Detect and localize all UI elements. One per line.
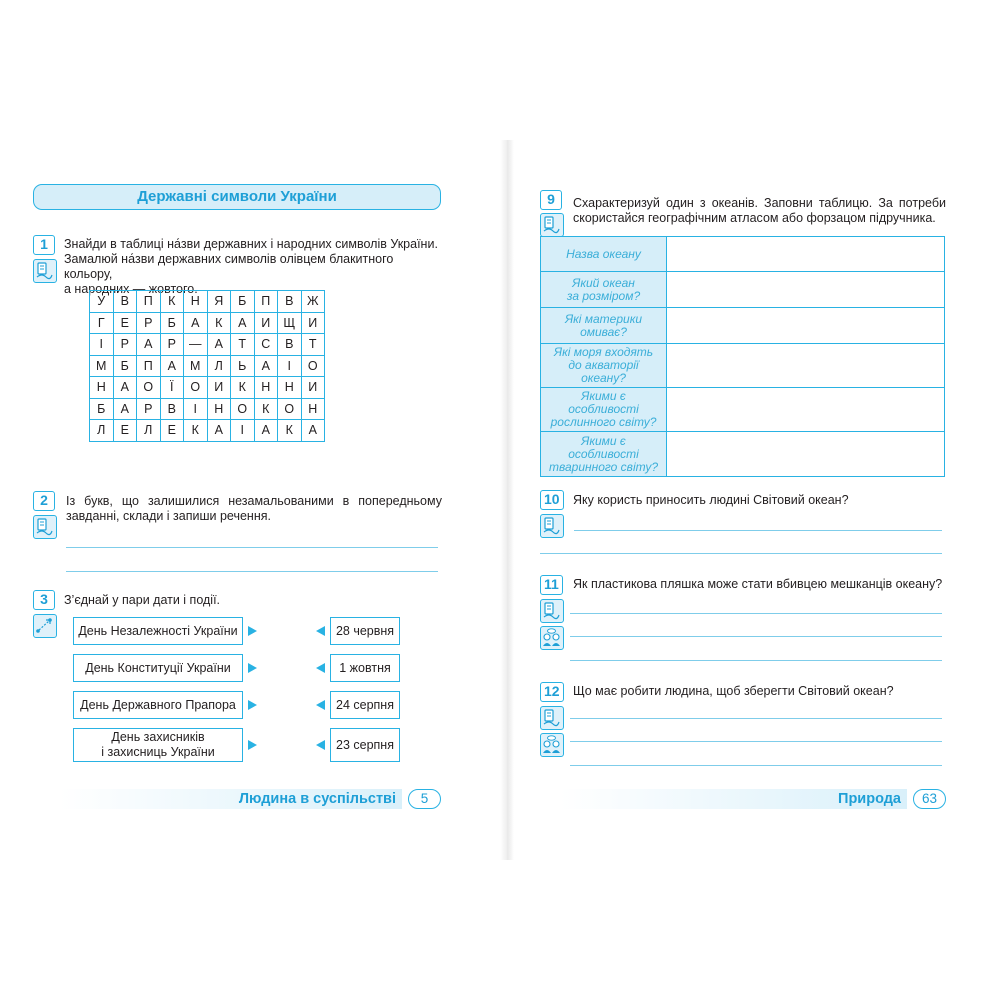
date-box[interactable]: 28 червня bbox=[330, 617, 400, 645]
children-discussion-icon bbox=[540, 733, 564, 757]
grid-row bbox=[90, 312, 325, 334]
grid-letter-cell[interactable]: А bbox=[301, 420, 325, 442]
arrow-right-icon bbox=[248, 740, 257, 750]
writing-line[interactable] bbox=[570, 741, 942, 742]
task-number-1: 1 bbox=[33, 235, 55, 255]
task-number-12: 12 bbox=[540, 682, 564, 702]
date-box[interactable]: 1 жовтня bbox=[330, 654, 400, 682]
task1-text: Знайди в таблиці на́зви державних і народних символів України. Замалюй на́зви державних символів олівцем блакитного кольору, а народних — жовтого. bbox=[64, 237, 438, 296]
notebook-pencil-icon bbox=[540, 706, 564, 730]
notebook-pencil-icon bbox=[540, 599, 564, 623]
writing-line[interactable] bbox=[574, 530, 942, 531]
table-question: Назва океану bbox=[541, 237, 667, 272]
grid-letter-cell[interactable]: А bbox=[254, 355, 278, 377]
task10-text: Яку користь приносить людині Світовий океан? bbox=[573, 493, 849, 507]
children-discussion-icon bbox=[540, 626, 564, 650]
grid-letter-cell[interactable]: П bbox=[137, 291, 161, 313]
table-question: Якими є особливості рослинного світу? bbox=[541, 388, 667, 432]
notebook-pencil-icon bbox=[540, 213, 564, 237]
ocean-table bbox=[540, 236, 945, 477]
grid-letter-cell[interactable]: С bbox=[254, 334, 278, 356]
book-spine bbox=[500, 140, 514, 860]
grid-letter-cell[interactable]: І bbox=[90, 334, 114, 356]
event-box[interactable]: День захисників і захисниць України bbox=[73, 728, 243, 762]
grid-letter-cell[interactable]: Б bbox=[231, 291, 255, 313]
grid-letter-cell[interactable]: Н bbox=[254, 377, 278, 399]
table-question: Який океан за розміром? bbox=[541, 272, 667, 308]
grid-letter-cell[interactable]: И bbox=[301, 312, 325, 334]
event-box[interactable]: День Конституції України bbox=[73, 654, 243, 682]
grid-letter-cell[interactable]: Е bbox=[160, 420, 184, 442]
task3-text: З’єднай у пари дати і події. bbox=[64, 593, 221, 607]
grid-row bbox=[90, 355, 325, 377]
notebook-pencil-icon bbox=[540, 514, 564, 538]
arrow-right-icon bbox=[248, 663, 257, 673]
grid-letter-cell[interactable]: О bbox=[231, 398, 255, 420]
grid-letter-cell[interactable]: Н bbox=[301, 398, 325, 420]
arrow-left-icon bbox=[316, 663, 325, 673]
writing-line[interactable] bbox=[66, 547, 438, 548]
grid-row bbox=[90, 334, 325, 356]
grid-letter-cell[interactable]: А bbox=[231, 312, 255, 334]
arrow-left-icon bbox=[316, 626, 325, 636]
section-footer: Людина в суспільстві bbox=[60, 789, 402, 809]
grid-row bbox=[90, 377, 325, 399]
grid-letter-cell[interactable]: А bbox=[160, 355, 184, 377]
task9-text: Схарактеризуй один з океанів. Заповни таблицю. За потреби скористайся географічним атласом або форзацом підручника. bbox=[573, 196, 946, 225]
grid-letter-cell[interactable]: О bbox=[278, 398, 302, 420]
grid-letter-cell[interactable]: Е bbox=[113, 312, 137, 334]
grid-letter-cell[interactable]: О bbox=[137, 377, 161, 399]
grid-letter-cell[interactable]: Ї bbox=[160, 377, 184, 399]
grid-letter-cell[interactable]: Н bbox=[278, 377, 302, 399]
writing-line[interactable] bbox=[570, 765, 942, 766]
arrow-right-icon bbox=[248, 626, 257, 636]
grid-letter-cell[interactable]: Т bbox=[301, 334, 325, 356]
answer-cell[interactable] bbox=[667, 344, 945, 388]
grid-letter-cell[interactable]: А bbox=[184, 312, 208, 334]
task-number-3: 3 bbox=[33, 590, 55, 610]
grid-letter-cell[interactable]: Л bbox=[137, 420, 161, 442]
notebook-pencil-icon bbox=[33, 515, 57, 539]
grid-letter-cell[interactable]: Б bbox=[113, 355, 137, 377]
grid-letter-cell[interactable]: Р bbox=[113, 334, 137, 356]
grid-letter-cell[interactable]: П bbox=[137, 355, 161, 377]
writing-line[interactable] bbox=[570, 613, 942, 614]
date-box[interactable]: 24 серпня bbox=[330, 691, 400, 719]
grid-letter-cell[interactable]: Б bbox=[160, 312, 184, 334]
grid-letter-cell[interactable]: П bbox=[254, 291, 278, 313]
grid-letter-cell[interactable]: А bbox=[113, 398, 137, 420]
grid-letter-cell[interactable]: Ж bbox=[301, 291, 325, 313]
grid-letter-cell[interactable]: Г bbox=[90, 312, 114, 334]
task2-text: Із букв, що залишилися незамальованими в попередньому завданні, склади і запиши речення. bbox=[66, 494, 442, 523]
section-footer: Природа bbox=[560, 789, 907, 809]
grid-letter-cell[interactable]: Е bbox=[113, 420, 137, 442]
task-number-11: 11 bbox=[540, 575, 563, 595]
task12-text: Що має робити людина, щоб зберегти Світовий океан? bbox=[573, 684, 894, 698]
grid-letter-cell[interactable]: — bbox=[184, 334, 208, 356]
letter-grid bbox=[89, 290, 325, 442]
event-box[interactable]: День Державного Прапора bbox=[73, 691, 243, 719]
grid-letter-cell[interactable]: В bbox=[278, 334, 302, 356]
grid-letter-cell[interactable]: Н bbox=[207, 398, 231, 420]
grid-letter-cell[interactable]: К bbox=[184, 420, 208, 442]
grid-letter-cell[interactable]: І bbox=[184, 398, 208, 420]
page-number: 5 bbox=[408, 789, 441, 809]
grid-row bbox=[90, 398, 325, 420]
task11-text: Як пластикова пляшка може стати вбивцею мешканців океану? bbox=[573, 577, 943, 591]
grid-letter-cell[interactable]: К bbox=[160, 291, 184, 313]
grid-letter-cell[interactable]: И bbox=[207, 377, 231, 399]
arrow-left-icon bbox=[316, 700, 325, 710]
table-question: Які материки омиває? bbox=[541, 308, 667, 344]
grid-letter-cell[interactable]: К bbox=[278, 420, 302, 442]
grid-letter-cell[interactable]: Т bbox=[231, 334, 255, 356]
grid-letter-cell[interactable]: Ь bbox=[231, 355, 255, 377]
task-number-10: 10 bbox=[540, 490, 564, 510]
grid-letter-cell[interactable]: В bbox=[160, 398, 184, 420]
grid-letter-cell[interactable]: И bbox=[301, 377, 325, 399]
grid-letter-cell[interactable]: А bbox=[254, 420, 278, 442]
grid-letter-cell[interactable]: Б bbox=[90, 398, 114, 420]
notebook-pencil-icon bbox=[33, 259, 57, 283]
event-box[interactable]: День Незалежності України bbox=[73, 617, 243, 645]
grid-letter-cell[interactable]: А bbox=[207, 334, 231, 356]
table-question: Які моря входять до акваторії океану? bbox=[541, 344, 667, 388]
grid-letter-cell[interactable]: І bbox=[231, 420, 255, 442]
grid-letter-cell[interactable]: М bbox=[90, 355, 114, 377]
grid-letter-cell[interactable]: Л bbox=[207, 355, 231, 377]
grid-row bbox=[90, 420, 325, 442]
grid-letter-cell[interactable]: Н bbox=[90, 377, 114, 399]
table-question: Якими є особливості тваринного світу? bbox=[541, 432, 667, 477]
grid-letter-cell[interactable]: К bbox=[231, 377, 255, 399]
grid-letter-cell[interactable]: Р bbox=[137, 312, 161, 334]
grid-letter-cell[interactable]: Р bbox=[160, 334, 184, 356]
grid-letter-cell[interactable]: О bbox=[301, 355, 325, 377]
grid-letter-cell[interactable]: Н bbox=[184, 291, 208, 313]
arrow-right-icon bbox=[248, 700, 257, 710]
answer-cell[interactable] bbox=[667, 237, 945, 272]
grid-letter-cell[interactable]: А bbox=[113, 377, 137, 399]
writing-line[interactable] bbox=[540, 553, 942, 554]
task-number-2: 2 bbox=[33, 491, 55, 511]
answer-cell[interactable] bbox=[667, 308, 945, 344]
answer-cell[interactable] bbox=[667, 388, 945, 432]
grid-letter-cell[interactable]: О bbox=[184, 377, 208, 399]
arrow-left-icon bbox=[316, 740, 325, 750]
grid-letter-cell[interactable]: И bbox=[254, 312, 278, 334]
grid-letter-cell[interactable]: М bbox=[184, 355, 208, 377]
grid-letter-cell[interactable]: Л bbox=[90, 420, 114, 442]
answer-cell[interactable] bbox=[667, 272, 945, 308]
answer-cell[interactable] bbox=[667, 432, 945, 477]
grid-letter-cell[interactable]: А bbox=[207, 420, 231, 442]
grid-letter-cell[interactable]: І bbox=[278, 355, 302, 377]
grid-letter-cell[interactable]: Р bbox=[137, 398, 161, 420]
grid-letter-cell[interactable]: Щ bbox=[278, 312, 302, 334]
page-number: 63 bbox=[913, 789, 946, 809]
connect-arrow-icon bbox=[33, 614, 57, 638]
grid-letter-cell[interactable]: К bbox=[254, 398, 278, 420]
grid-letter-cell[interactable]: А bbox=[137, 334, 161, 356]
grid-letter-cell[interactable]: В bbox=[113, 291, 137, 313]
grid-row bbox=[90, 291, 325, 313]
writing-line[interactable] bbox=[570, 718, 942, 719]
page-title: Державні символи України bbox=[33, 184, 441, 210]
grid-letter-cell[interactable]: Я bbox=[207, 291, 231, 313]
task-number-9: 9 bbox=[540, 190, 562, 210]
writing-line[interactable] bbox=[570, 660, 942, 661]
grid-letter-cell[interactable]: К bbox=[207, 312, 231, 334]
date-box[interactable]: 23 серпня bbox=[330, 728, 400, 762]
writing-line[interactable] bbox=[66, 571, 438, 572]
grid-letter-cell[interactable]: У bbox=[90, 291, 114, 313]
grid-letter-cell[interactable]: В bbox=[278, 291, 302, 313]
writing-line[interactable] bbox=[570, 636, 942, 637]
